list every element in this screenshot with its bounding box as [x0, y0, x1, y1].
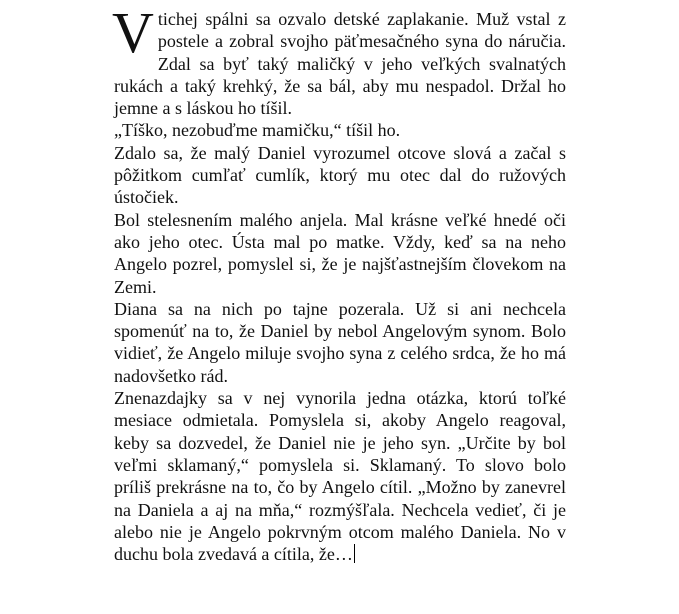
text-cursor — [354, 544, 356, 563]
paragraph-6 — [114, 387, 566, 565]
paragraph-1-text: tichej spálni sa ozvalo detské zaplakanie. Muž vstal z postele a zobral svojho päťmesačného syna do náručia. Zdal sa byť taký maličký v jeho veľkých svalnatých rukách a taký krehký, že sa bál, aby mu nespadol. Držal ho jemne a s láskou ho tíšil. — [114, 9, 566, 119]
paragraph-3: Zdalo sa, že malý Daniel vyrozumel otcove slová a začal s pôžitkom cumľať cumlík, ktorý mu otec dal do ružových ústočiek. — [114, 142, 566, 208]
paragraph-6-text: Znenazdajky sa v nej vynorila jedna otázka, ktorú toľké mesiace odmietala. Pomyslela si, akoby Angelo reagoval, keby sa dozvedel, že Daniel nie je jeho syn. „Určite by bol veľmi sklamaný,“ pomyslela si. Sklamaný. To slovo bolo príliš prekrásne na to, čo by Angelo cítil. „Možno by zanevrel na Daniela a aj na mňa,“ rozmýšľala. Nechcela vedieť, či je alebo nie je Angelo pokrvným otcom malého Daniela. No v duchu bola zvedavá a cítila, že… — [114, 388, 566, 565]
document-page[interactable] — [112, 0, 566, 565]
paragraph-4: Bol stelesnením malého anjela. Mal krásne veľké hnedé oči ako jeho otec. Ústa mal po matke. Vždy, keď sa na neho Angelo pozrel, pomyslel si, že je najšťastnejším človekom na Zemi. — [114, 209, 566, 297]
paragraph-1 — [112, 0, 566, 119]
paragraph-5: Diana sa na nich po tajne pozerala. Už si ani nechcela spomenúť na to, že Daniel by nebol Angelovým synom. Bolo vidieť, že Angelo miluje svojho syna z celého srdca, že ho má nadovšetko rád. — [114, 298, 566, 386]
drop-cap-letter: V — [112, 0, 154, 65]
paragraph-2: „Tíško, nezobuďme mamičku,“ tíšil ho. — [114, 120, 401, 141]
